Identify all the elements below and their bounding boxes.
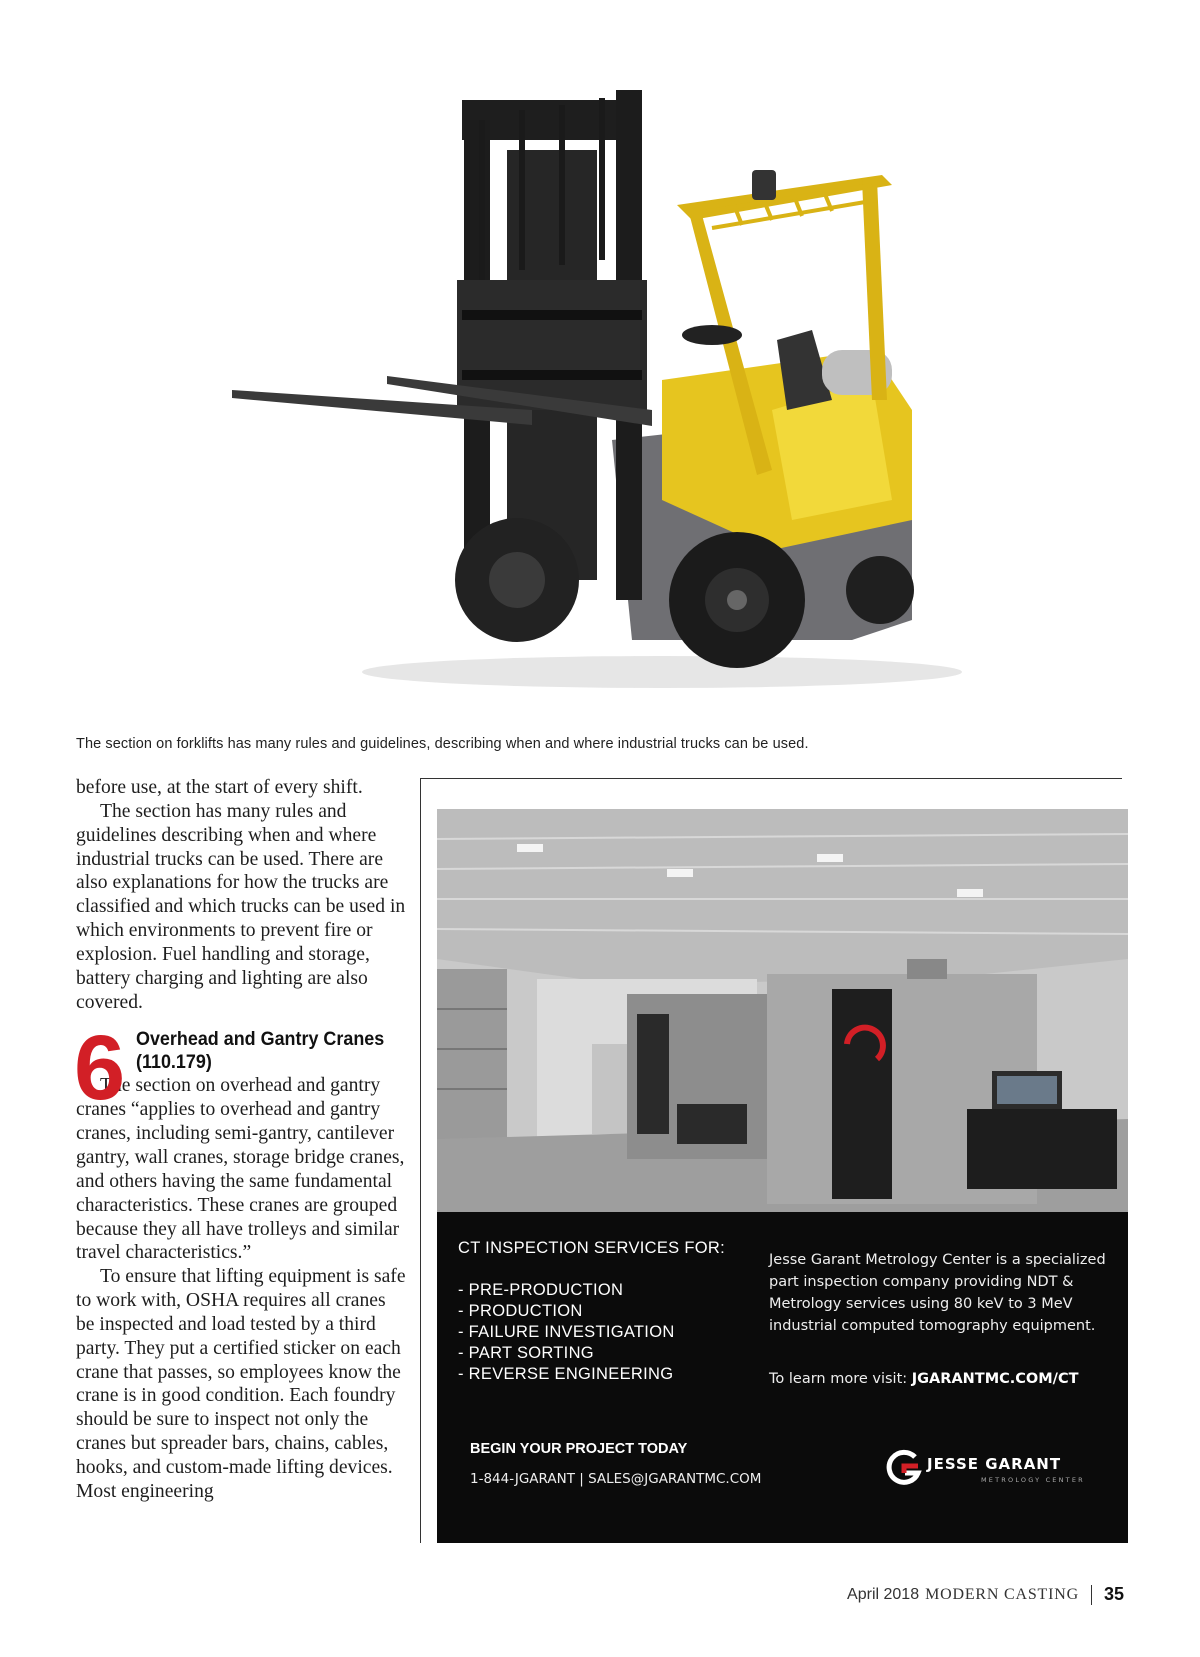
article-paragraph: The section on overhead and gantry cranes “applies to overhead and gantry cranes, including semi-gantry, cantilever gantry, wall cranes, storage bridge cranes, and others having the same fundamental characteristics. These cranes are grouped because they all have trolleys and similar travel characteristics.” [76,1075,405,1264]
issue-date: April 2018 [847,1585,920,1603]
photo-caption: The section on forklifts has many rules and guidelines, describing when and where industrial trucks can be used. [76,736,809,752]
footer-divider [1091,1585,1092,1605]
service-item: - PRODUCTION [458,1302,583,1320]
contact-info[interactable]: 1-844-JGARANT | SALES@JGARANTMC.COM [470,1471,762,1487]
article-paragraph: The section has many rules and guidelines describing when and where industrial trucks can be used. There are also explanations for how the trucks are classified and which trucks can be used in which environments to prevent fire or explosion. Fuel handling and storage, battery charging and lighting are also covered. [76,800,406,1013]
learn-more-link[interactable]: JGARANTMC.COM/CT [911,1371,1079,1387]
services-header: CT INSPECTION SERVICES FOR: [458,1239,725,1257]
article-column [76,776,406,1504]
article-paragraph: To ensure that lifting equipment is safe to work with, OSHA requires all cranes be inspected and load tested by a third party. They put a certified sticker on each crane that passes, so employees know the crane is in good condition. Each foundry should be sure to inspect not only the cranes but spreader bars, chains, cables, hooks, and custom-made lifting devices. Most engineering [76,1266,406,1502]
service-item: - PRE-PRODUCTION [458,1281,624,1299]
magazine-name: MODERN CASTING [925,1585,1079,1603]
ad-border-top [420,778,1122,779]
logo-g-icon [885,1449,923,1487]
forklift-photo [232,80,972,710]
service-item: - REVERSE ENGINEERING [458,1365,674,1383]
service-item: - PART SORTING [458,1344,594,1362]
ct-inspection-ad[interactable] [437,809,1128,1543]
facility-photo [437,809,1128,1212]
service-item: - FAILURE INVESTIGATION [458,1323,675,1341]
logo-subtitle: METROLOGY CENTER [981,1476,1085,1484]
learn-more-prefix: To learn more visit: [769,1371,908,1387]
logo-name: JESSE GARANT [927,1455,1062,1473]
cta-text: BEGIN YOUR PROJECT TODAY [470,1441,688,1457]
article-paragraph: before use, at the start of every shift. [76,777,363,798]
services-list [458,1239,725,1385]
section-title: Overhead and Gantry Cranes (110.179) [136,1028,385,1074]
page-footer [847,1584,1124,1605]
page-number: 35 [1103,1584,1124,1604]
jesse-garant-logo [885,1449,1095,1491]
section-heading [74,1017,406,1265]
ad-description: Jesse Garant Metrology Center is a specialized part inspection company providing NDT & Metrology services using 80 keV to 3 MeV industrial computed tomography equipment. [769,1252,1106,1334]
section-number: 6 [74,1017,126,1120]
ad-border-left [420,778,421,1543]
learn-more [769,1371,1079,1387]
